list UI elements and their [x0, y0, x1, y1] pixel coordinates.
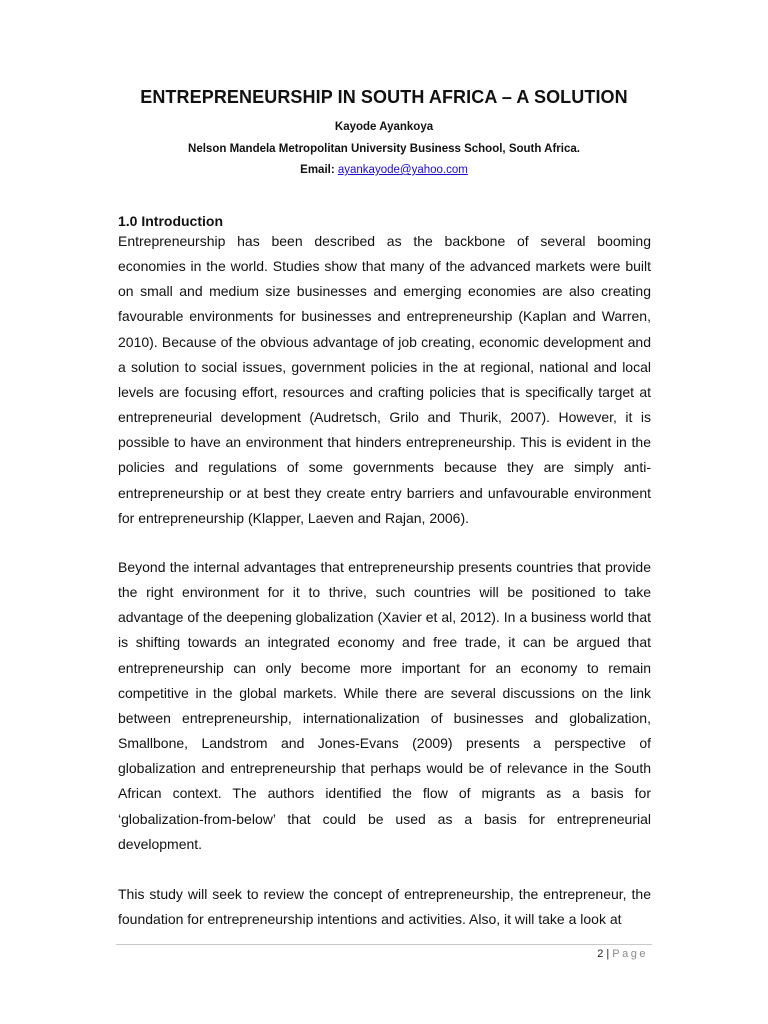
page-number: 2	[597, 948, 604, 960]
page-separator: |	[606, 948, 610, 960]
body-paragraph: Entrepreneurship has been described as the backbone of several booming economies in the world. Studies show that many of the advanced markets were built on small and medium size businesses and emerging economies are also creating favourable environments for businesses and entrepreneurship (Kaplan and Warren, 2010). Because of the obvious advantage of job creating, economic development and a solution to social issues, government policies in the at regional, national and local levels are focusing effort, resources and crafting policies that is specifically target at entrepreneurial development (Audretsch, Grilo and Thurik, 2007). However, it is possible to have an environment that hinders entrepreneurship. This is evident in the policies and regulations of some governments because they are simply anti-entrepreneurship or at best they create entry barriers and unfavourable environment for entrepreneurship (Klapper, Laeven and Rajan, 2006).	[118, 233, 651, 526]
page-footer	[597, 948, 648, 960]
section-heading: 1.0 Introduction	[118, 213, 223, 229]
author-email	[0, 164, 768, 176]
author-name: Kayode Ayankoya	[334, 121, 434, 133]
footer-divider	[116, 944, 652, 945]
body-paragraph: This study will seek to review the concept of entrepreneurship, the entrepreneur, the foundation for entrepreneurship intentions and activities. Also, it will take a look at	[118, 886, 651, 928]
author-affiliation: Nelson Mandela Metropolitan University Business School, South Africa.	[188, 143, 580, 155]
page-label: Page	[612, 948, 648, 960]
body-paragraph: Beyond the internal advantages that entrepreneurship presents countries that provide the right environment for it to thrive, such countries will be positioned to take advantage of the deepening globalization (Xavier et al, 2012). In a business world that is shifting towards an integrated economy and free trade, it can be argued that entrepreneurship can only become more important for an economy to remain competitive in the global markets. While there are several discussions on the link between entrepreneurship, internationalization of businesses and globalization, Smallbone, Landstrom and Jones-Evans (2009) presents a perspective of globalization and entrepreneurship that perhaps would be of relevance in the South African context. The authors identified the flow of migrants as a basis for ‘globalization-from-below’ that could be used as a basis for entrepreneurial development.	[118, 559, 651, 852]
email-label: Email:	[300, 164, 335, 176]
email-link[interactable]: ayankayode@yahoo.com	[337, 164, 468, 176]
document-title: ENTREPRENEURSHIP IN SOUTH AFRICA – A SOLUTION	[140, 87, 628, 107]
